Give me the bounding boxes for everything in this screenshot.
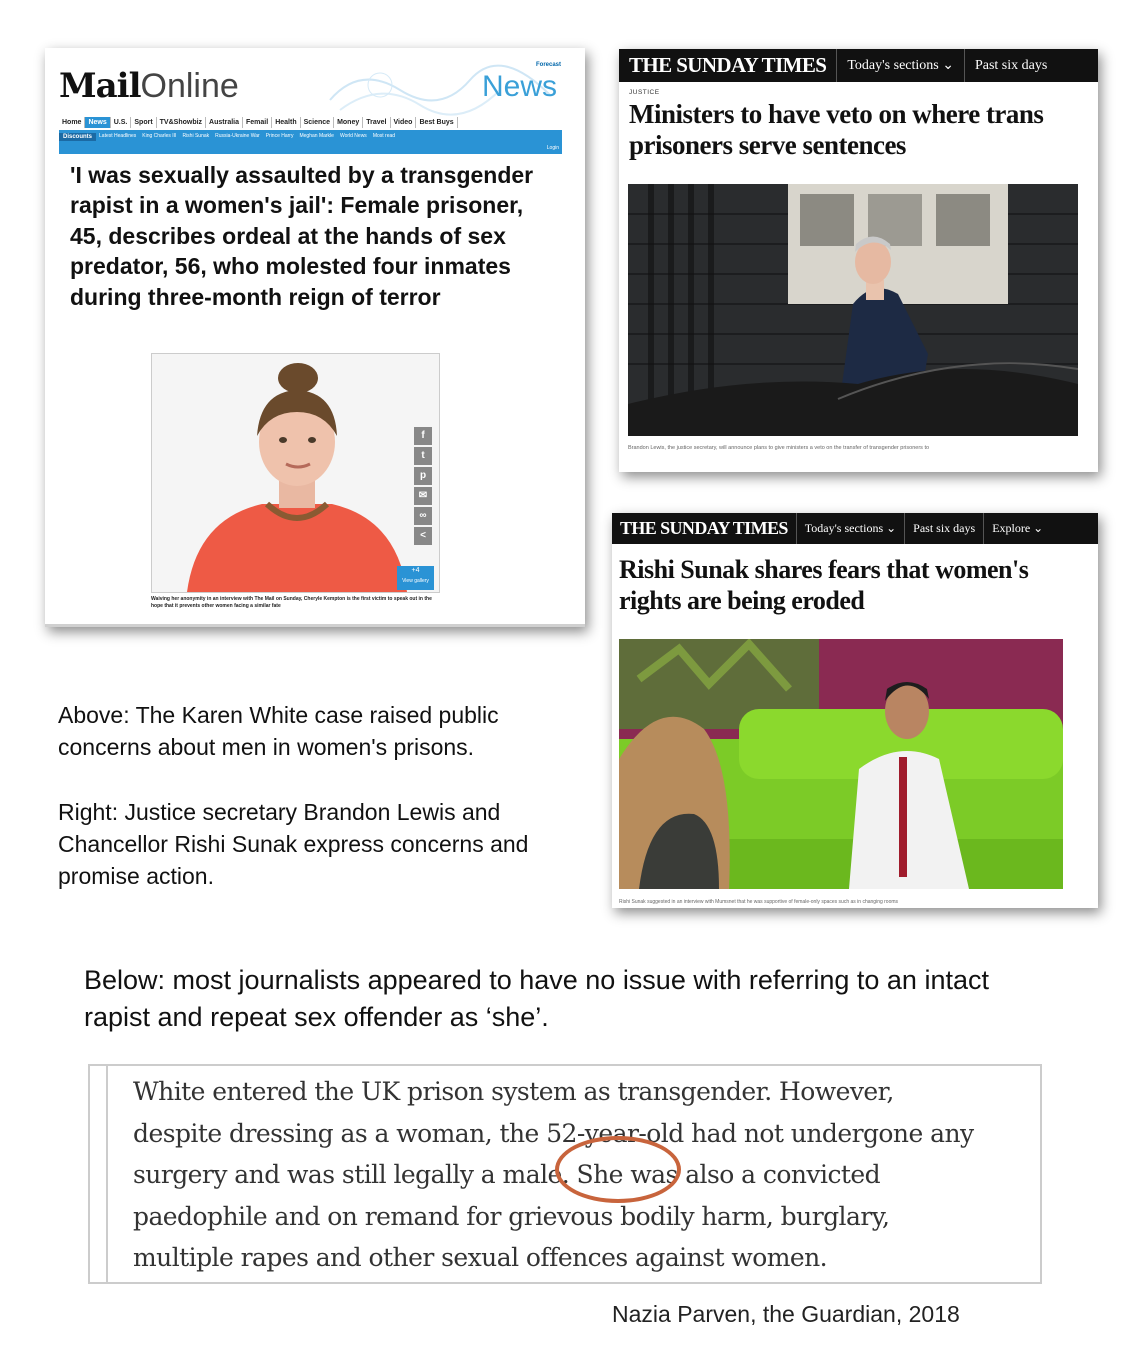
tab-past-six-days[interactable]: Past six days	[964, 49, 1057, 82]
subnav-item-king-charles[interactable]: King Charles III	[142, 133, 177, 139]
mail-online-article	[45, 48, 585, 627]
nav-item-science[interactable]: Science	[301, 117, 334, 128]
nav-item-femail[interactable]: Femail	[243, 117, 272, 128]
nav-item-best-buys[interactable]: Best Buys	[416, 117, 457, 128]
article-photo	[151, 353, 440, 593]
section-kicker[interactable]: JUSTICE	[629, 89, 660, 96]
photo-caption: Rishi Sunak suggested in an interview with Mumsnet that he was supportive of female-only spaces such as in changing rooms	[619, 899, 899, 905]
nav-item-home[interactable]: Home	[59, 117, 85, 128]
man-walking-illustration	[628, 184, 1078, 436]
woman-portrait-illustration	[152, 354, 439, 592]
pinterest-icon[interactable]: p	[414, 467, 432, 485]
photo-caption: Brandon Lewis, the justice secretary, will announce plans to give ministers a veto on the transfer of transgender prisoners to	[628, 445, 930, 451]
tab-explore[interactable]: Explore ⌄	[983, 513, 1051, 544]
tab-past-six-days[interactable]: Past six days	[904, 513, 983, 544]
nav-item-news[interactable]: News	[85, 117, 110, 128]
photo-caption: Waiving her anonymity in an interview with The Mail on Sunday, Cherylе Kempton is the first victim to speak out in the hope that it prevents other women facing a similar fate	[151, 596, 432, 609]
nav-item-us[interactable]: U.S.	[111, 117, 132, 128]
gallery-label: View gallery	[402, 578, 429, 584]
main-nav	[59, 116, 562, 128]
interview-illustration	[619, 639, 1063, 889]
sunday-times-header	[612, 513, 1098, 544]
nav-item-australia[interactable]: Australia	[206, 117, 243, 128]
subnav-item-discounts[interactable]: Discounts	[59, 133, 96, 141]
twitter-icon[interactable]: t	[414, 447, 432, 465]
tab-todays-sections[interactable]: Today's sections ⌄	[796, 513, 904, 544]
link-icon[interactable]: ∞	[414, 507, 432, 525]
sunday-times-masthead[interactable]: THE SUNDAY TIMES	[629, 53, 827, 77]
nav-item-tvshowbiz[interactable]: TV&Showbiz	[157, 117, 206, 128]
subnav-item-meghan-markle[interactable]: Meghan Markle	[299, 133, 334, 139]
commentary-below: Below: most journalists appeared to have no issue with referring to an intact rapist and repeat sex offender as ‘she’.	[84, 965, 989, 1032]
sub-nav	[59, 130, 562, 154]
sunday-times-article-veto	[619, 49, 1098, 472]
commentary-above: Above: The Karen White case raised public concerns about men in women's prisons.	[58, 702, 499, 760]
commentary-right: Right: Justice secretary Brandon Lewis and Chancellor Rishi Sunak express concerns and promise action.	[58, 799, 529, 889]
login-link[interactable]: Login	[546, 145, 559, 151]
subnav-item-latest[interactable]: Latest Headlines	[99, 133, 137, 139]
sunday-times-masthead[interactable]: THE SUNDAY TIMES	[620, 518, 788, 538]
quote-bar	[106, 1066, 108, 1282]
nav-item-video[interactable]: Video	[391, 117, 417, 128]
section-title: News	[481, 70, 557, 103]
quote-attribution: Nazia Parven, the Guardian, 2018	[612, 1301, 960, 1327]
view-gallery-button[interactable]	[397, 566, 434, 590]
guardian-quote-text: White entered the UK prison system as transgender. However, despite dressing as a woman, the 52-year-old had not undergone any surgery and was still legally a male. She was also a convicted paedophile and on remand for grievous bodily harm, burglary, multiple rapes and other sexual offences against women.	[133, 1077, 974, 1272]
article-headline: Rishi Sunak shares fears that women's rights are being eroded	[619, 555, 1029, 615]
gallery-count: +4	[411, 567, 420, 574]
article-photo	[619, 639, 1063, 889]
share-icon[interactable]: <	[414, 527, 432, 545]
sunday-times-header	[619, 49, 1098, 82]
nav-item-health[interactable]: Health	[272, 117, 300, 128]
email-icon[interactable]: ✉	[414, 487, 432, 505]
subnav-item-russia-ukraine[interactable]: Russia-Ukraine War	[215, 133, 260, 139]
share-toolbar	[414, 427, 432, 547]
nav-item-money[interactable]: Money	[334, 117, 363, 128]
subnav-item-prince-harry[interactable]: Prince Harry	[265, 133, 294, 139]
article-photo	[628, 184, 1078, 436]
subnav-item-rishi-sunak[interactable]: Rishi Sunak	[182, 133, 210, 139]
facebook-icon[interactable]: f	[414, 427, 432, 445]
divider	[45, 624, 585, 627]
logo-light: Online	[140, 67, 239, 105]
article-headline: 'I was sexually assaulted by a transgender rapist in a women's jail': Female prisoner, 45, describes ordeal at the hands of sex predator, 56, who molested four inmates during three-month reign of terror	[70, 162, 534, 310]
nav-item-sport[interactable]: Sport	[131, 117, 156, 128]
mail-online-logo[interactable]	[59, 66, 239, 106]
sunday-times-article-sunak	[612, 513, 1098, 908]
subnav-item-world-news[interactable]: World News	[339, 133, 367, 139]
tab-todays-sections[interactable]: Today's sections ⌄	[836, 49, 964, 82]
forecast-link[interactable]: Forecast	[535, 62, 561, 68]
subnav-item-most-read[interactable]: Most read	[372, 133, 396, 139]
article-headline: Ministers to have veto on where trans prisoners serve sentences	[629, 99, 1044, 160]
logo-bold: Mail	[59, 66, 141, 106]
nav-item-travel[interactable]: Travel	[363, 117, 390, 128]
highlight-circle	[555, 1136, 681, 1203]
